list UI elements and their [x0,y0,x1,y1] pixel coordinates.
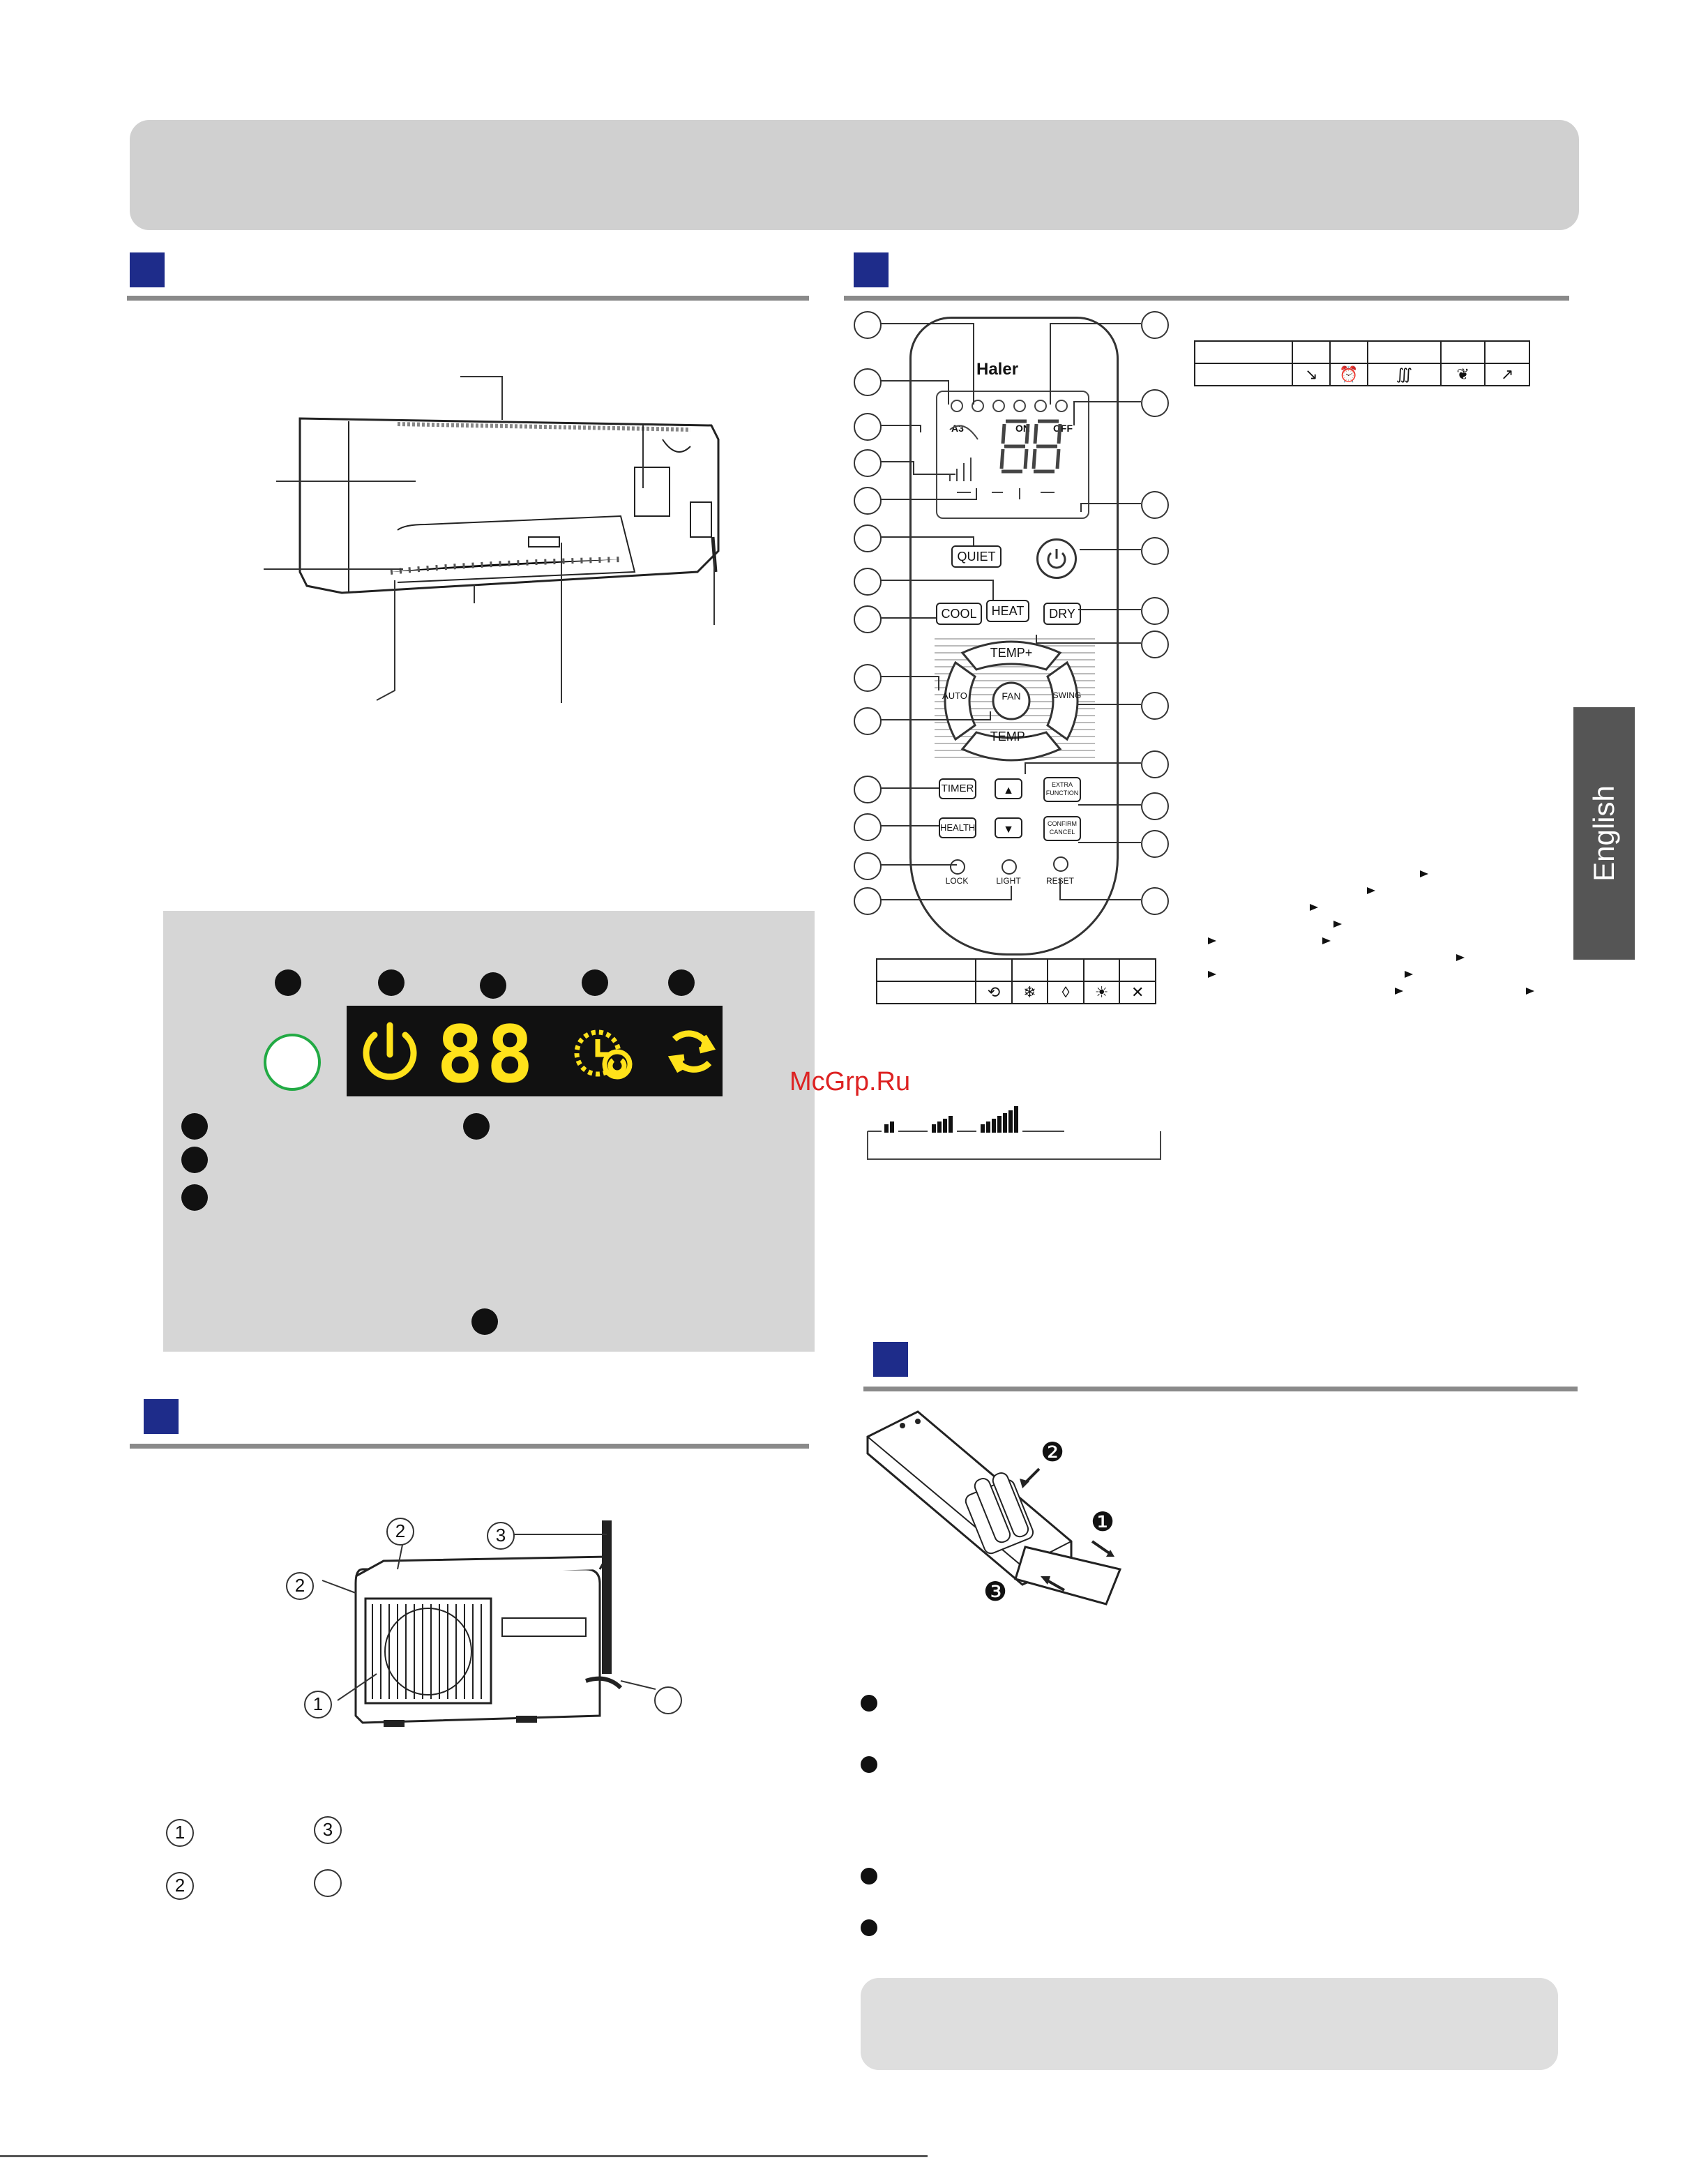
lock-label: LOCK [945,876,969,886]
confirm-cancel-label-1: CONFIRM [1048,820,1077,827]
heat-mode-icon: ☀ [1084,981,1120,1004]
callout-dot-5 [668,969,695,996]
extra-function-label-1: EXTRA [1051,781,1073,788]
lcd-on: ON [1015,423,1030,434]
reset-label: RESET [1045,876,1074,886]
health-button[interactable]: HEALTH [939,817,976,838]
extra-function-label-2: FUNCTION [1045,790,1079,796]
lcd-a3: A3 [951,423,964,434]
bullet-2 [861,1756,877,1773]
down-arrow-icon: ▼ [1003,824,1014,836]
timer-icon [577,1032,630,1077]
section-rule-outdoor-unit [130,1444,809,1449]
heat-button[interactable]: HEAT [986,600,1029,622]
heater-icon: ∭ [1368,363,1441,386]
section-marker-remote [854,252,889,287]
temp-up-button[interactable]: TEMP+ [990,646,1033,660]
outdoor-legend-2-label: 2 [174,1875,186,1896]
confirm-cancel-label-2: CANCEL [1049,829,1075,836]
sleep-icon: ↘ [1292,363,1330,386]
outdoor-callout-2-top-label: 2 [395,1520,406,1541]
battery-step-3: ❸ [983,1578,1008,1607]
swing-button[interactable]: SWING [1052,690,1082,700]
quiet-button[interactable]: QUIET [951,545,1002,568]
callout-dot-2 [378,969,405,996]
display-digits: 88 [437,1010,536,1101]
auto-button[interactable]: AUTO [942,690,967,701]
note-box [861,1978,1558,2070]
legend-dot-4 [181,1184,208,1211]
temp-down-button[interactable]: TEMP− [990,730,1033,743]
receiver-indicator [264,1034,321,1091]
outdoor-callout-1-label: 1 [312,1693,324,1714]
outdoor-callout-2-side-label: 2 [294,1575,305,1596]
legend-dot-3 [181,1147,208,1173]
fan-speed-sequence [865,1099,1165,1162]
lcd-off: OFF [1053,423,1073,434]
description-arrow-markers [1200,865,1548,1046]
watermark: McGrp.Ru [789,1067,911,1096]
bullet-1 [861,1695,877,1712]
dry-mode-icon: ◊ [1048,981,1083,1004]
timer-button[interactable]: TIMER [939,778,976,799]
function-icon-table [1194,340,1530,386]
callout-dot-4 [582,969,608,996]
outdoor-callout-4 [654,1686,682,1714]
legend-dot-1 [181,1113,208,1140]
indoor-unit-leader-lines [258,363,746,711]
legend-dot-2 [463,1113,490,1140]
outdoor-legend-1-label: 1 [174,1822,186,1843]
bullet-3 [861,1868,877,1885]
language-tab-label: English [1587,785,1620,882]
fan-button[interactable]: FAN [1002,690,1021,702]
remote-brand: Haler [976,360,1019,379]
outdoor-callout-3-label: 3 [495,1525,506,1546]
turbo-icon: ↗ [1485,363,1529,386]
section-marker-batteries [873,1342,908,1377]
light-label: LIGHT [996,876,1021,886]
cool-button[interactable]: COOL [936,603,982,625]
battery-step-1: ❶ [1091,1508,1115,1537]
footer-rule [0,2155,928,2157]
power-icon [366,1025,414,1077]
section-rule-indoor-unit [127,296,809,301]
outdoor-legend-4 [314,1869,342,1897]
outdoor-legend-3-label: 3 [322,1819,333,1840]
auto-mode-icon: ⟲ [976,981,1012,1004]
up-arrow-icon: ▲ [1003,785,1014,796]
language-tab[interactable] [1573,707,1635,960]
battery-step-2: ❷ [1041,1438,1065,1467]
alarm-icon: ⏰ [1330,363,1368,386]
fan-mode-icon: ✕ [1119,981,1156,1004]
remote-leader-lines [837,300,1172,907]
cool-mode-icon: ❄ [1012,981,1048,1004]
dry-button[interactable]: DRY [1043,603,1081,625]
leaf-icon: ❦ [1441,363,1486,386]
legend-dot-5 [471,1308,498,1335]
callout-dot-1 [275,969,301,996]
section-marker-outdoor-unit [144,1399,179,1434]
auto-swing-icon [673,1034,711,1071]
header-banner [130,120,1579,230]
section-marker-indoor-unit [130,252,165,287]
bullet-4 [861,1919,877,1936]
callout-dot-3 [480,972,506,999]
section-rule-batteries [863,1387,1578,1391]
mode-icon-table [876,958,1156,1004]
